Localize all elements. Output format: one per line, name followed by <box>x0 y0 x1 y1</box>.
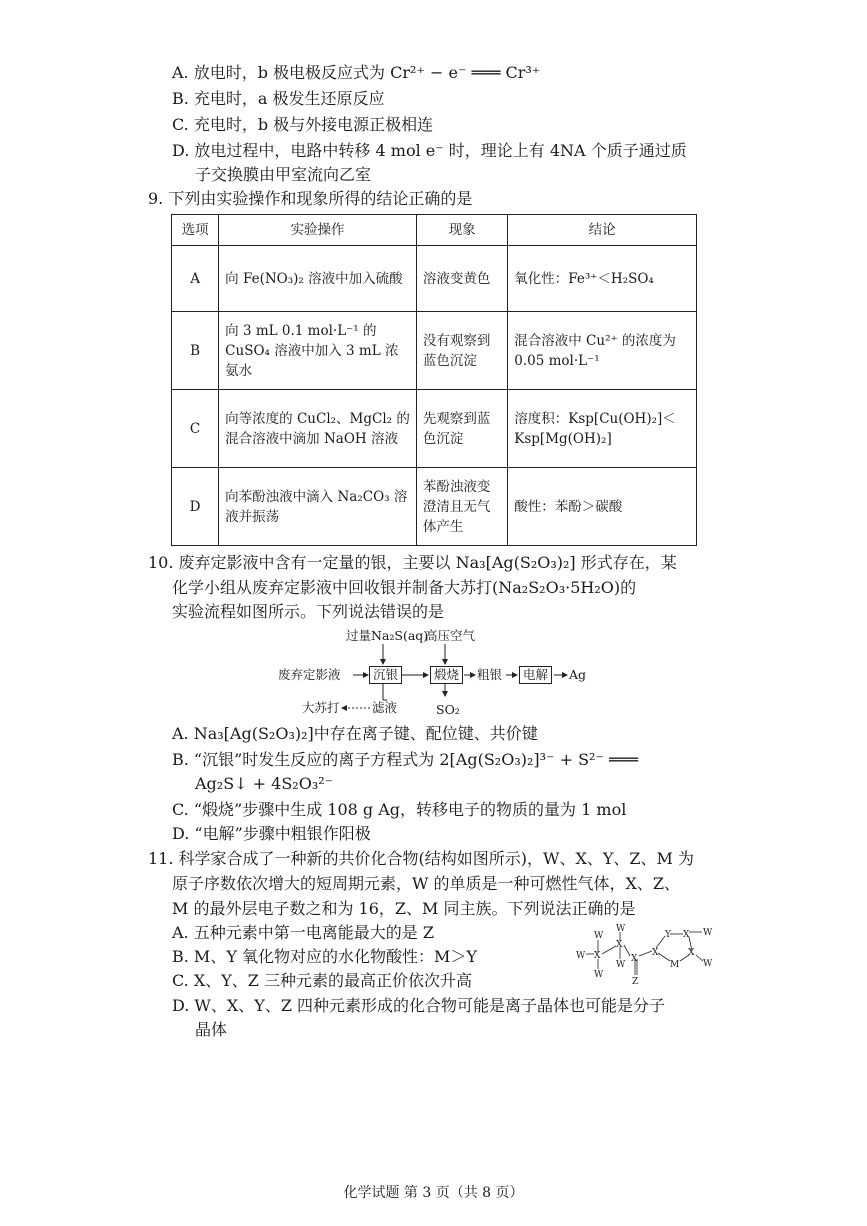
table-header-row <box>172 215 697 246</box>
q10-option-d: D. “电解”步骤中粗银作阳极 <box>172 824 371 843</box>
flow-gas-so2: SO₂ <box>436 702 460 717</box>
flow-step-calcine: 煅烧 <box>430 666 463 684</box>
row-operation: 向 Fe(NO₃)₂ 溶液中加入硫酸 <box>219 246 417 312</box>
row-option: C <box>172 390 219 468</box>
q8-option-d-line1: D. 放电过程中，电路中转移 4 mol e⁻ 时，理论上有 4NA 个质子通过质 <box>172 141 687 160</box>
svg-text:W: W <box>594 970 604 980</box>
flow-product-ag: Ag <box>569 667 587 682</box>
q10-stem-line2: 化学小组从废弃定影液中回收银并制备大苏打(Na₂S₂O₃·5H₂O)的 <box>172 578 637 597</box>
flow-crude-silver: 粗银 <box>477 667 503 682</box>
svg-text:Z: Z <box>632 977 639 987</box>
q11-stem-line2: 原子序数依次增大的短周期元素，W 的单质是一种可燃性气体，X、Z、 <box>172 874 681 893</box>
q9-stem: 9. 下列由实验操作和现象所得的结论正确的是 <box>148 189 473 208</box>
table-row <box>172 246 697 312</box>
header-conclusion: 结论 <box>508 215 697 246</box>
molecule-structure-figure <box>572 923 722 993</box>
row-operation: 向等浓度的 CuCl₂、MgCl₂ 的混合溶液中滴加 NaOH 溶液 <box>219 390 417 468</box>
flow-start: 废弃定影液 <box>278 667 341 682</box>
q11-option-c: C. X、Y、Z 三种元素的最高正价依次升高 <box>172 971 473 990</box>
svg-text:W: W <box>703 928 713 938</box>
row-conclusion: 溶度积：Ksp[Cu(OH)₂]＜Ksp[Mg(OH)₂] <box>508 390 697 468</box>
flow-reagent-air: 高压空气 <box>425 628 476 643</box>
q10-stem-line1: 10. 废弃定影液中含有一定量的银，主要以 Na₃[Ag(S₂O₃)₂] 形式存在，某 <box>148 553 677 572</box>
page-footer: 化学试题 第 3 页（共 8 页） <box>343 1185 524 1201</box>
flow-step-precipitate: 沉银 <box>369 666 402 684</box>
svg-text:W: W <box>703 959 713 969</box>
svg-text:X: X <box>688 948 695 958</box>
q11-option-d-line2: 晶体 <box>195 1020 228 1039</box>
process-flow-diagram <box>270 624 610 720</box>
row-operation: 向苯酚浊液中滴入 Na₂CO₃ 溶液并振荡 <box>219 468 417 546</box>
q11-stem-line1: 11. 科学家合成了一种新的共价化合物(结构如图所示)，W、X、Y、Z、M 为 <box>148 849 695 868</box>
flow-byproduct: 大苏打 <box>302 700 340 715</box>
q10-option-a: A. Na₃[Ag(S₂O₃)₂]中存在离子键、配位键、共价键 <box>172 724 538 743</box>
table-row <box>172 468 697 546</box>
svg-text:W: W <box>616 924 626 934</box>
q11-option-a: A. 五种元素中第一电离能最大的是 Z <box>172 923 434 942</box>
row-option: A <box>172 246 219 312</box>
svg-text:X: X <box>683 930 690 940</box>
svg-text:W: W <box>616 960 626 970</box>
row-phenomenon: 没有观察到蓝色沉淀 <box>416 312 507 390</box>
svg-text:W: W <box>576 951 586 961</box>
svg-text:X: X <box>616 940 623 950</box>
q10-option-c: C. “煅烧”步骤中生成 108 g Ag，转移电子的物质的量为 1 mol <box>172 800 627 819</box>
svg-text:Y: Y <box>665 930 671 940</box>
q10-stem-line3: 实验流程如图所示。下列说法错误的是 <box>172 602 445 621</box>
table-row <box>172 390 697 468</box>
experiment-table <box>171 214 697 546</box>
q11-option-d-line1: D. W、X、Y、Z 四种元素形成的化合物可能是离子晶体也可能是分子 <box>172 996 666 1015</box>
q11-stem-line3: M 的最外层电子数之和为 16，Z、M 同主族。下列说法正确的是 <box>172 899 636 918</box>
header-option: 选项 <box>172 215 219 246</box>
svg-text:M: M <box>670 960 680 970</box>
row-conclusion: 混合溶液中 Cu²⁺ 的浓度为 0.05 mol·L⁻¹ <box>508 312 697 390</box>
row-conclusion: 氧化性：Fe³⁺＜H₂SO₄ <box>508 246 697 312</box>
q11-option-b: B. M、Y 氧化物对应的水化物酸性：M＞Y <box>172 947 477 966</box>
svg-text:X: X <box>652 948 659 958</box>
svg-text:X: X <box>631 954 638 964</box>
q8-option-d-line2: 子交换膜由甲室流向乙室 <box>195 165 372 184</box>
row-phenomenon: 溶液变黄色 <box>416 246 507 312</box>
row-conclusion: 酸性：苯酚＞碳酸 <box>508 468 697 546</box>
row-phenomenon: 苯酚浊液变澄清且无气体产生 <box>416 468 507 546</box>
row-option: B <box>172 312 219 390</box>
row-option: D <box>172 468 219 546</box>
q10-option-b-line2: Ag₂S↓ + 4S₂O₃²⁻ <box>195 774 334 793</box>
row-operation: 向 3 mL 0.1 mol·L⁻¹ 的 CuSO₄ 溶液中加入 3 mL 浓氨水 <box>219 312 417 390</box>
row-phenomenon: 先观察到蓝色沉淀 <box>416 390 507 468</box>
flow-reagent-na2s: 过量Na₂S(aq) <box>346 628 429 643</box>
flow-step-electrolysis: 电解 <box>519 666 552 684</box>
flow-filtrate: 滤液 <box>372 700 398 715</box>
header-phenomenon: 现象 <box>416 215 507 246</box>
q8-option-c: C. 充电时，b 极与外接电源正极相连 <box>172 115 434 134</box>
q8-option-a: A. 放电时，b 极电极反应式为 Cr²⁺ − e⁻ ═══ Cr³⁺ <box>172 63 541 82</box>
q8-option-b: B. 充电时，a 极发生还原反应 <box>172 89 385 108</box>
q10-option-b-line1: B. “沉银”时发生反应的离子方程式为 2[Ag(S₂O₃)₂]³⁻ + S²⁻ ═══ <box>172 750 638 769</box>
table-row <box>172 312 697 390</box>
header-operation: 实验操作 <box>219 215 417 246</box>
svg-text:X: X <box>594 951 601 961</box>
svg-text:W: W <box>594 931 604 941</box>
